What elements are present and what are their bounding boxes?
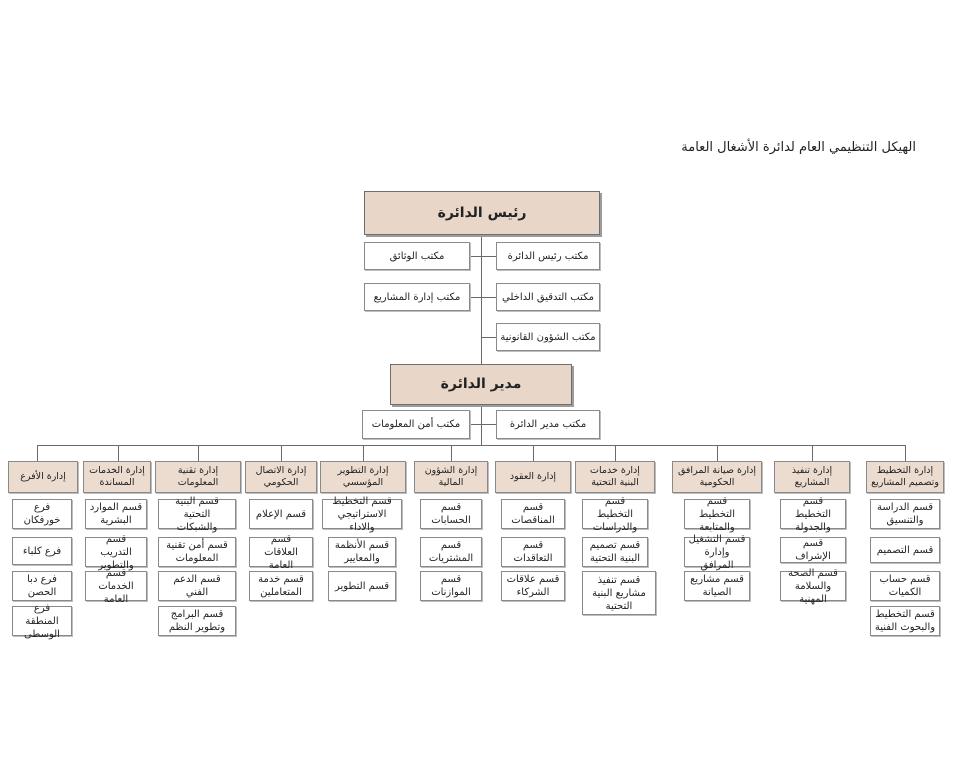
- section-box: قسم التخطيط والبحوث الفنية: [870, 606, 940, 636]
- department-box: إدارة خدمات البنية التحتية: [575, 461, 655, 493]
- office-box: مكتب مدير الدائرة: [496, 410, 600, 439]
- section-box: قسم التصميم: [870, 537, 940, 563]
- section-box: قسم التشغيل وإدارة المرافق: [684, 537, 750, 567]
- section-box: قسم الموارد البشرية: [85, 499, 147, 529]
- head-box: رئيس الدائرة: [364, 191, 600, 235]
- department-box: إدارة تقنية المعلومات: [155, 461, 241, 493]
- office-box: مكتب التدقيق الداخلي: [496, 283, 600, 311]
- department-box: إدارة الخدمات المساندة: [83, 461, 151, 493]
- section-box: قسم الأنظمة والمعايير: [328, 537, 396, 567]
- section-box: قسم التخطيط والمتابعة: [684, 499, 750, 529]
- section-box: قسم التعاقدات: [501, 537, 565, 567]
- connector-line: [470, 297, 496, 298]
- connector-line: [37, 445, 38, 461]
- section-box: قسم تصميم البنية التحتية: [582, 537, 648, 567]
- section-box: قسم العلاقات العامة: [249, 537, 313, 567]
- section-box: قسم الإعلام: [249, 499, 313, 529]
- office-box: مكتب أمن المعلومات: [362, 410, 470, 439]
- section-box: قسم الدعم الفني: [158, 571, 236, 601]
- section-box: قسم البنية التحتية والشبكات: [158, 499, 236, 529]
- section-box: فرع كلباء: [12, 537, 72, 565]
- section-box: قسم البرامج وتطوير النظم: [158, 606, 236, 636]
- office-box: مكتب الشؤون القانونية: [496, 323, 600, 351]
- office-box: مكتب الوثائق: [364, 242, 470, 270]
- department-box: إدارة الاتصال الحكومي: [245, 461, 317, 493]
- department-box: إدارة التطوير المؤسسي: [320, 461, 406, 493]
- department-box: إدارة تنفيذ المشاريع: [774, 461, 850, 493]
- connector-line: [905, 445, 906, 461]
- section-box: قسم التخطيط والدراسات: [582, 499, 648, 529]
- section-box: قسم الحسابات: [420, 499, 482, 529]
- department-box: إدارة الشؤون المالية: [414, 461, 488, 493]
- section-box: فرع دبا الحصن: [12, 571, 72, 601]
- connector-line: [812, 445, 813, 461]
- section-box: قسم خدمة المتعاملين: [249, 571, 313, 601]
- section-box: قسم تنفيذ مشاريع البنية التحتية: [582, 571, 656, 615]
- department-box: إدارة التخطيط وتصميم المشاريع: [866, 461, 944, 493]
- connector-line: [198, 445, 199, 461]
- connector-line: [717, 445, 718, 461]
- connector-line: [118, 445, 119, 461]
- section-box: قسم أمن تقنية المعلومات: [158, 537, 236, 567]
- section-box: قسم المشتريات: [420, 537, 482, 567]
- section-box: قسم التطوير: [328, 571, 396, 601]
- department-box: إدارة الأفرع: [8, 461, 78, 493]
- section-box: قسم الصحة والسلامة المهنية: [780, 571, 846, 601]
- connector-line: [481, 337, 496, 338]
- section-box: فرع خورفكان: [12, 499, 72, 529]
- connector-line: [281, 445, 282, 461]
- connector-line: [470, 256, 496, 257]
- section-box: قسم الدراسة والتنسيق: [870, 499, 940, 529]
- section-box: قسم الموازنات: [420, 571, 482, 601]
- section-box: قسم التدريب والتطوير: [85, 537, 147, 567]
- connector-line: [533, 445, 534, 461]
- page-title: الهيكل التنظيمي العام لدائرة الأشغال العامة: [681, 140, 916, 155]
- connector-line: [451, 445, 452, 461]
- section-box: فرع المنطقة الوسطى: [12, 606, 72, 636]
- section-box: قسم التخطيط والجدولة: [780, 499, 846, 529]
- office-box: مكتب رئيس الدائرة: [496, 242, 600, 270]
- section-box: قسم حساب الكميات: [870, 571, 940, 601]
- connector-line: [37, 445, 905, 446]
- section-box: قسم علاقات الشركاء: [501, 571, 565, 601]
- connector-line: [470, 424, 496, 425]
- section-box: قسم مشاريع الصيانة: [684, 571, 750, 601]
- section-box: قسم التخطيط الاستراتيجي والاداء: [322, 499, 402, 529]
- department-box: إدارة العقود: [495, 461, 571, 493]
- connector-line: [363, 445, 364, 461]
- connector-line: [615, 445, 616, 461]
- section-box: قسم المناقصات: [501, 499, 565, 529]
- director-box: مدير الدائرة: [390, 364, 572, 405]
- connector-line: [481, 405, 482, 445]
- section-box: قسم الخدمات العامة: [85, 571, 147, 601]
- office-box: مكتب إدارة المشاريع: [364, 283, 470, 311]
- section-box: قسم الإشراف: [780, 537, 846, 563]
- department-box: إدارة صيانة المرافق الحكومية: [672, 461, 762, 493]
- connector-line: [481, 235, 482, 364]
